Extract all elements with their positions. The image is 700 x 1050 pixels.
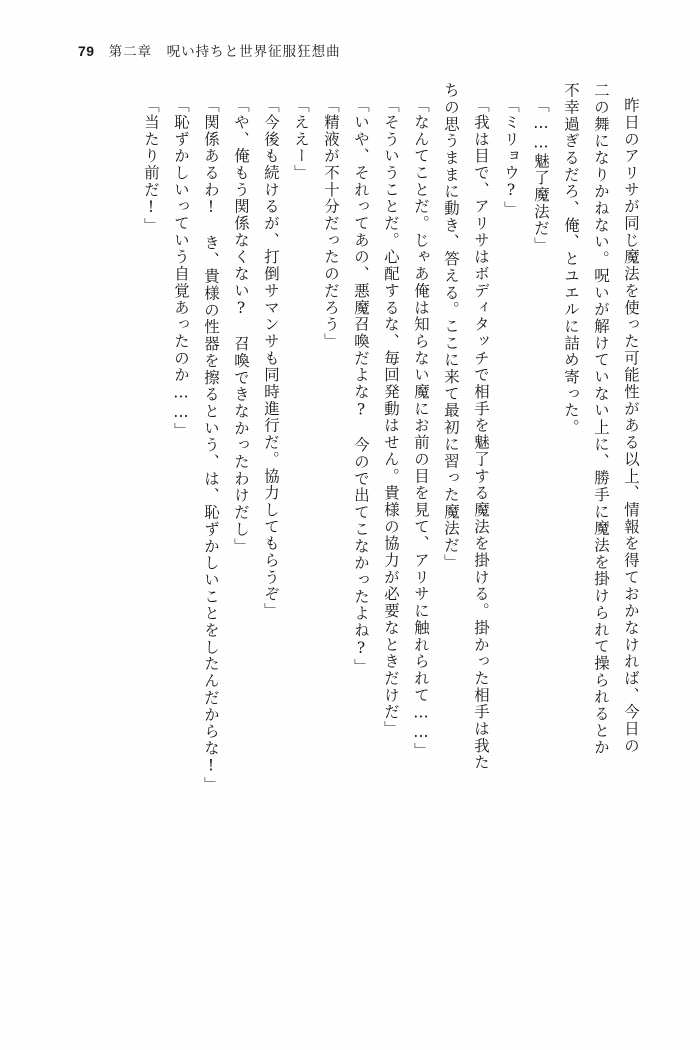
text-column: 「精液が不十分だったのだろう」 [322,97,340,350]
text-column: 不幸過ぎるだろ、俺、とユエルに詰め寄った。 [562,82,580,436]
text-column: 「そういうことだ。心配するな、毎回発動はせん。貴様の協力が必要なときだけだ」 [382,97,400,738]
running-head [78,40,622,62]
text-column: 「……魅了魔法だ」 [532,97,550,254]
text-column: 「我は目で、アリサはボディタッチで相手を魅了する魔法を掛ける。掛かった相手は我た [472,97,490,771]
text-column: 「関係あるわ! き、貴様の性器を擦るという、は、恥ずかしいことをしたんだからな!」 [202,97,220,794]
text-column: 「ミリョウ?」 [502,97,520,218]
body-text [62,82,638,1012]
text-column: 「や、俺もう関係なくない? 召喚できなかったわけだし」 [232,97,250,555]
text-column: 「恥ずかしいっていう自覚あったのか……」 [172,97,190,440]
text-column: 昨日のアリサが同じ魔法を使った可能性がある以上、情報を得ておかなければ、今日の [622,97,640,755]
text-column: ちの思うままに動き、答える。ここに来て最初に習った魔法だ」 [442,82,460,571]
text-column: 「なんてことだ。じゃあ俺は知らない魔にお前の目を見て、アリサに触れられて……」 [412,97,430,760]
page-number: 79 [78,43,95,59]
chapter-title: 第二章 呪い持ちと世界征服狂想曲 [108,44,341,59]
text-column: 「ええー」 [292,97,310,182]
text-column: 二の舞になりかねない。呪いが解けていない上に、勝手に魔法を掛けられて操られるとか [592,82,610,756]
text-column: 「当たり前だ!」 [142,97,160,235]
text-column: 「いや、それってあの、悪魔召喚だよな? 今ので出てこなかったよね?」 [352,97,370,676]
text-column: 「今後も続けるが、打倒サマンサも同時進行だ。協力してもらうぞ」 [262,97,280,620]
